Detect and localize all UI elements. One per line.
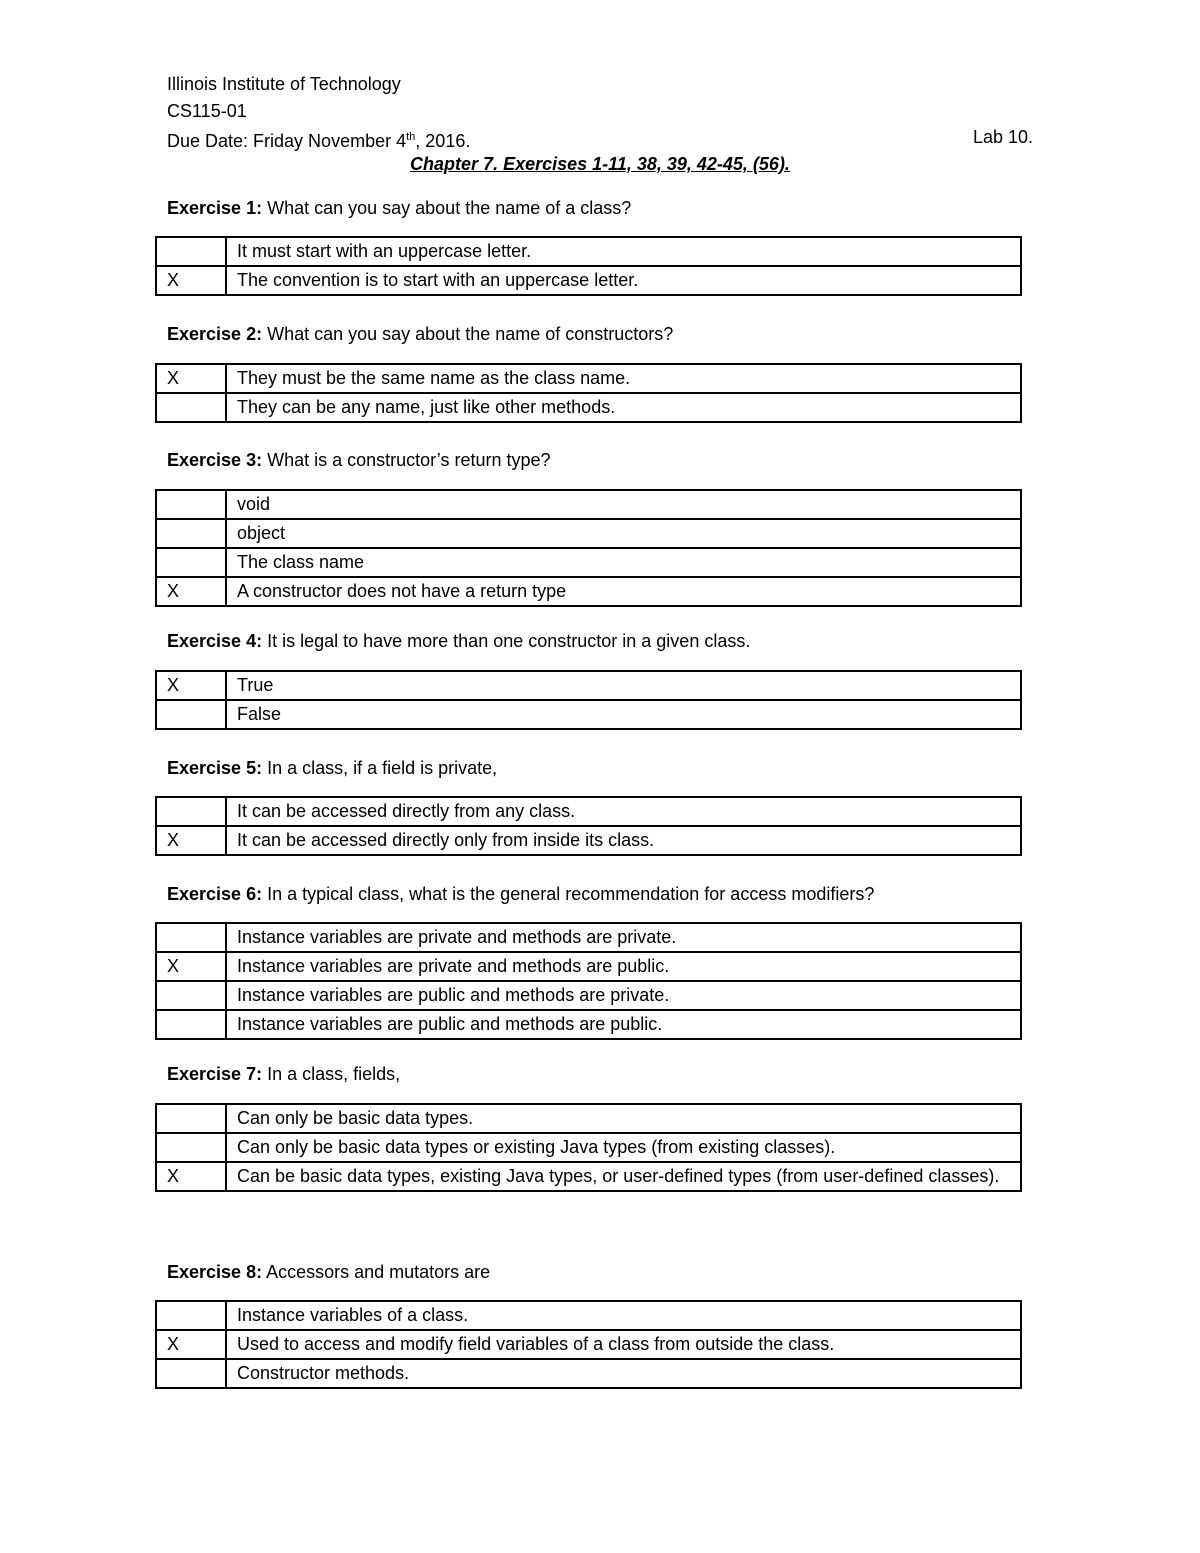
answer-text: Can only be basic data types. (226, 1104, 1021, 1133)
answer-text: Constructor methods. (226, 1359, 1021, 1388)
answer-row (156, 519, 1021, 548)
answer-mark (156, 981, 226, 1010)
answer-row (156, 237, 1021, 266)
answer-mark (156, 1010, 226, 1039)
answer-row (156, 981, 1021, 1010)
answer-row (156, 577, 1021, 606)
answer-table (155, 922, 1022, 1040)
answer-text: A constructor does not have a return type (226, 577, 1021, 606)
answer-row (156, 490, 1021, 519)
exercise-text: In a typical class, what is the general recommendation for access modifiers? (262, 884, 875, 904)
answer-text: True (226, 671, 1021, 700)
answer-table (155, 489, 1022, 607)
exercise-question (167, 883, 874, 905)
answer-text: Can only be basic data types or existing Java types (from existing classes). (226, 1133, 1021, 1162)
exercise-label: Exercise 3: (167, 450, 263, 470)
answer-text: It can be accessed directly from any class. (226, 797, 1021, 826)
answer-mark: X (156, 952, 226, 981)
answer-text: void (226, 490, 1021, 519)
answer-row (156, 952, 1021, 981)
exercise-text: What can you say about the name of a class? (262, 198, 632, 218)
answer-mark: X (156, 364, 226, 393)
exercise-text: In a class, fields, (262, 1064, 401, 1084)
answer-table (155, 236, 1022, 296)
due-date-prefix: Due Date: Friday November 4 (167, 131, 407, 151)
answer-mark (156, 490, 226, 519)
answer-text: Instance variables of a class. (226, 1301, 1021, 1330)
exercise-question (167, 757, 497, 779)
answer-mark (156, 548, 226, 577)
answer-text: The convention is to start with an uppercase letter. (226, 266, 1021, 295)
answer-row (156, 548, 1021, 577)
answer-mark: X (156, 826, 226, 855)
answer-mark (156, 700, 226, 729)
answer-text: Instance variables are public and methods are private. (226, 981, 1021, 1010)
answer-mark: X (156, 1330, 226, 1359)
exercise-text: Accessors and mutators are (262, 1262, 491, 1282)
course-code: CS115-01 (167, 101, 247, 121)
exercise-question (167, 323, 673, 345)
answer-row (156, 1104, 1021, 1133)
answer-text: It can be accessed directly only from inside its class. (226, 826, 1021, 855)
answer-text: Can be basic data types, existing Java types, or user-defined types (from user-defined classes). (226, 1162, 1021, 1191)
answer-text: They can be any name, just like other methods. (226, 393, 1021, 422)
answer-table (155, 1103, 1022, 1192)
exercise-text: What is a constructor’s return type? (262, 450, 551, 470)
answer-mark (156, 1359, 226, 1388)
answer-text: Instance variables are private and methods are private. (226, 923, 1021, 952)
exercise-label: Exercise 6: (167, 884, 263, 904)
institution-name: Illinois Institute of Technology (167, 74, 401, 94)
answer-table (155, 670, 1022, 730)
answer-row (156, 1010, 1021, 1039)
answer-row (156, 364, 1021, 393)
due-date (167, 126, 470, 152)
exercise-text: In a class, if a field is private, (262, 758, 498, 778)
exercise-text: It is legal to have more than one constructor in a given class. (262, 631, 751, 651)
answer-mark (156, 1301, 226, 1330)
exercise-question (167, 1063, 400, 1085)
answer-mark (156, 519, 226, 548)
answer-row (156, 797, 1021, 826)
exercise-label: Exercise 1: (167, 198, 263, 218)
answer-mark: X (156, 266, 226, 295)
answer-row (156, 1301, 1021, 1330)
answer-row (156, 1133, 1021, 1162)
answer-mark (156, 797, 226, 826)
answer-row (156, 393, 1021, 422)
answer-mark: X (156, 671, 226, 700)
answer-row (156, 266, 1021, 295)
exercise-text: What can you say about the name of constructors? (262, 324, 674, 344)
lab-number: Lab 10. (972, 127, 1033, 147)
answer-text: The class name (226, 548, 1021, 577)
answer-row (156, 1162, 1021, 1191)
answer-text: They must be the same name as the class name. (226, 364, 1021, 393)
answer-mark: X (156, 577, 226, 606)
exercise-label: Exercise 2: (167, 324, 263, 344)
answer-text: Instance variables are public and methods are public. (226, 1010, 1021, 1039)
exercise-question (167, 197, 631, 219)
answer-text: It must start with an uppercase letter. (226, 237, 1021, 266)
answer-text: Used to access and modify field variables of a class from outside the class. (226, 1330, 1021, 1359)
answer-row (156, 923, 1021, 952)
answer-mark (156, 1104, 226, 1133)
chapter-heading: Chapter 7. Exercises 1-11, 38, 39, 42-45, (56). (410, 154, 790, 174)
exercise-question (167, 449, 551, 471)
exercise-label: Exercise 8: (167, 1262, 263, 1282)
answer-mark (156, 923, 226, 952)
answer-row (156, 1330, 1021, 1359)
answer-mark (156, 393, 226, 422)
answer-text: object (226, 519, 1021, 548)
exercise-label: Exercise 7: (167, 1064, 263, 1084)
due-date-sup: th (406, 131, 416, 143)
answer-row (156, 671, 1021, 700)
answer-table (155, 363, 1022, 423)
answer-row (156, 1359, 1021, 1388)
exercise-question (167, 1261, 490, 1283)
answer-table (155, 1300, 1022, 1389)
answer-text: Instance variables are private and methods are public. (226, 952, 1021, 981)
due-date-suffix: , 2016. (415, 131, 471, 151)
answer-mark (156, 237, 226, 266)
exercise-question (167, 630, 750, 652)
answer-mark (156, 1133, 226, 1162)
answer-text: False (226, 700, 1021, 729)
exercise-label: Exercise 5: (167, 758, 263, 778)
exercise-label: Exercise 4: (167, 631, 263, 651)
answer-row (156, 700, 1021, 729)
answer-mark: X (156, 1162, 226, 1191)
answer-table (155, 796, 1022, 856)
answer-row (156, 826, 1021, 855)
